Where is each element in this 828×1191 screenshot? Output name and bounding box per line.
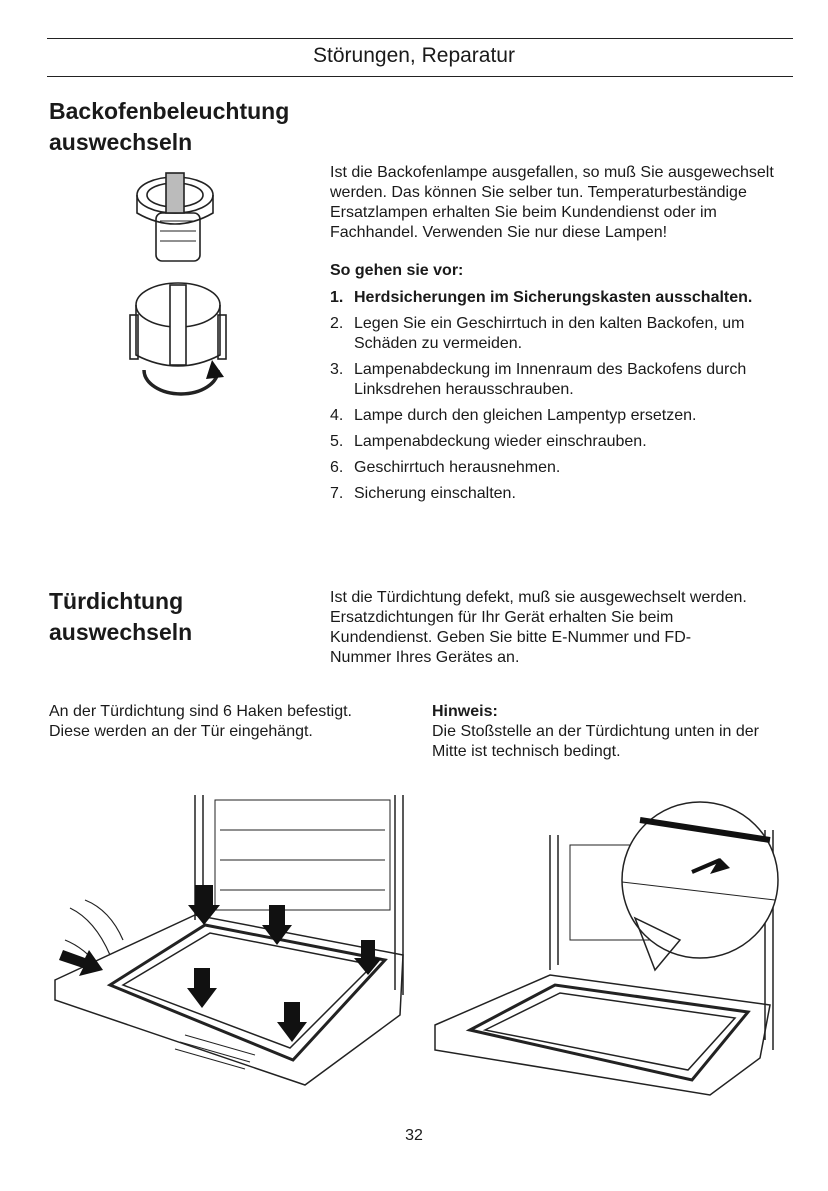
page-header-title: Störungen, Reparatur bbox=[313, 44, 515, 67]
step-2: 2. Legen Sie ein Geschirrtuch in den kalten Backofen, um Schäden zu vermeiden. bbox=[330, 315, 745, 352]
section-seal-heading-line2: auswechseln bbox=[49, 619, 193, 645]
hooks-text: An der Türdichtung sind 6 Haken befestigt. Diese werden an der Tür eingehängt. bbox=[49, 703, 352, 740]
step-1: 1. Herdsicherungen im Sicherungskasten ausschalten. bbox=[330, 289, 753, 306]
header-rule-top bbox=[47, 38, 793, 39]
section-seal-heading bbox=[49, 586, 192, 648]
steps-title: So gehen sie vor: bbox=[330, 262, 464, 279]
door-seal-joint-illustration bbox=[430, 790, 790, 1100]
section-seal-intro: Ist die Türdichtung defekt, muß sie ausgewechselt werden. Ersatzdichtungen für Ihr Gerät erhalten Sie beim Kundendienst. Geben Sie bitte E-Nummer und FD-Nummer Ihres Gerätes an. bbox=[330, 589, 747, 666]
lamp-replacement-illustration bbox=[120, 165, 240, 415]
note-text: Die Stoßstelle an der Türdichtung unten in der Mitte ist technisch bedingt. bbox=[432, 723, 760, 760]
section-lamp-heading-line2: auswechseln bbox=[49, 129, 193, 155]
section-lamp-intro: Ist die Backofenlampe ausgefallen, so muß Sie ausgewechselt werden. Das können Sie selber tun. Temperaturbeständige Ersatzlampen erhalten Sie beim Kundendienst oder im Fachhandel. Verwenden Sie nur diese Lampen! bbox=[330, 164, 774, 241]
step-7: 7. Sicherung einschalten. bbox=[330, 485, 516, 502]
section-lamp-heading-line1: Backofenbeleuchtung bbox=[49, 98, 290, 124]
section-seal-heading-line1: Türdichtung bbox=[49, 588, 184, 614]
step-5: 5. Lampenabdeckung wieder einschrauben. bbox=[330, 433, 647, 450]
step-3: 3. Lampenabdeckung im Innenraum des Backofens durch Linksdrehen herausschrauben. bbox=[330, 361, 747, 398]
steps-list bbox=[330, 288, 800, 510]
page-number: 32 bbox=[405, 1127, 423, 1144]
note-title: Hinweis: bbox=[432, 703, 498, 720]
door-seal-hooks-illustration bbox=[55, 790, 410, 1095]
header-rule-bottom bbox=[47, 76, 793, 77]
step-4: 4. Lampe durch den gleichen Lampentyp ersetzen. bbox=[330, 407, 697, 424]
step-6: 6. Geschirrtuch herausnehmen. bbox=[330, 459, 561, 476]
section-lamp-heading bbox=[49, 96, 289, 158]
